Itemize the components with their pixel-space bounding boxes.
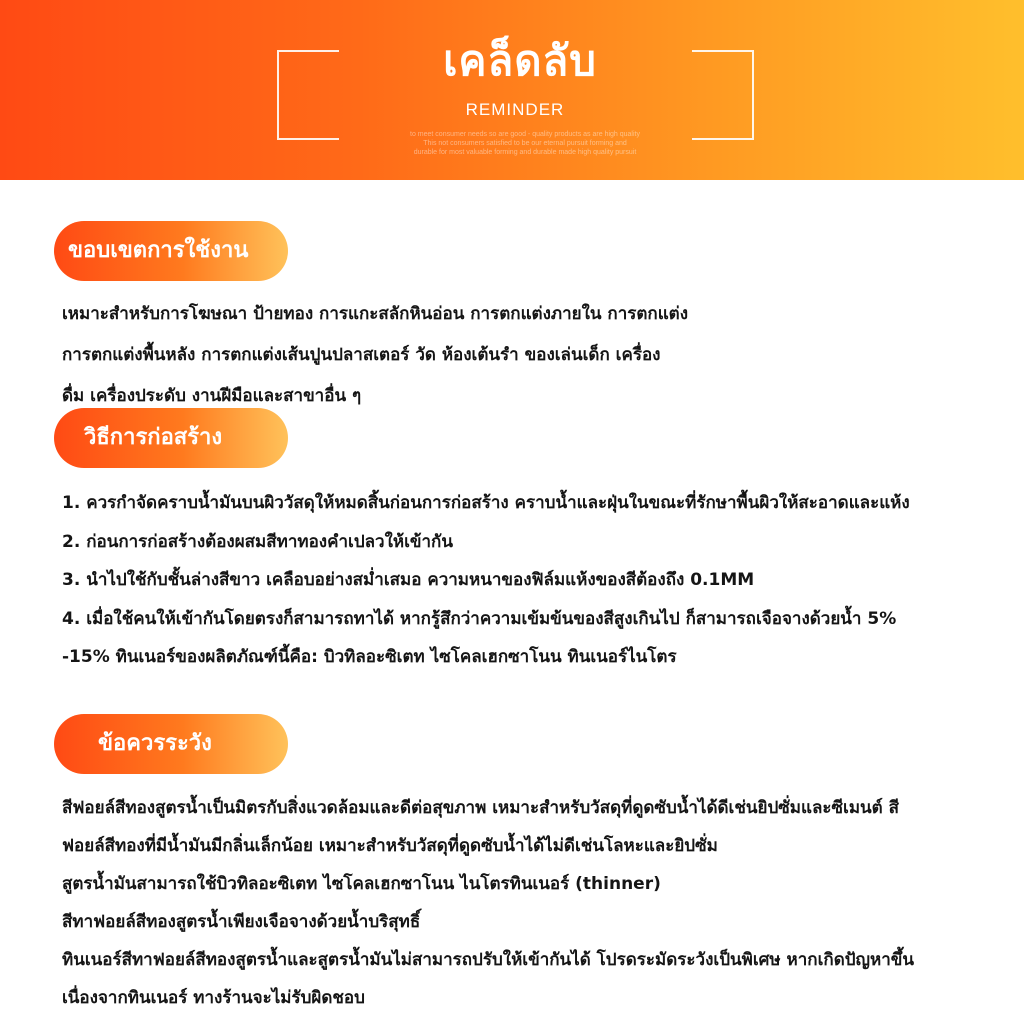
section-heading-method: วิธีการก่อสร้าง [54, 408, 288, 468]
banner-faint-line: durable for most valuable forming and durable made high quality pursuit [413, 149, 637, 156]
method-step: 2. ก่อนการก่อสร้างต้องผสมสีทาทองคำเปลวให้เข้ากัน [62, 531, 453, 552]
caution-text [62, 789, 914, 1017]
scope-text [62, 294, 688, 417]
method-step: 4. เมื่อใช้คนให้เข้ากันโดยตรงก็สามารถทาได้ หากรู้สึกว่าความเข้มข้นของสีสูงเกินไป ก็สามารถเจือจางด้วยน้ำ 5% [62, 608, 897, 629]
scope-line: เหมาะสำหรับการโฆษณา ป้ายทอง การแกะสลักหินอ่อน การตกแต่งภายใน การตกแต่ง [62, 304, 689, 324]
caution-line: สีฟอยล์สีทองสูตรน้ำเป็นมิตรกับสิ่งแวดล้อมและดีต่อสุขภาพ เหมาะสำหรับวัสดุที่ดูดซับน้ำได้ดีเช่นยิปซั่มและซีเมนต์ สี [62, 798, 900, 818]
caution-line: สีทาฟอยล์สีทองสูตรน้ำเพียงเจือจางด้วยน้ำบริสุทธิ์ [62, 912, 421, 932]
method-text [62, 484, 910, 677]
section-heading-caution: ข้อควรระวัง [54, 714, 288, 774]
caution-line: เนื่องจากทินเนอร์ ทางร้านจะไม่รับผิดชอบ [62, 988, 365, 1008]
scope-line: ดื่ม เครื่องประดับ งานฝีมือและสาขาอื่น ๆ [62, 386, 362, 406]
banner-faint-text [360, 130, 690, 160]
caution-line: สูตรน้ำมันสามารถใช้บิวทิลอะซิเตท ไซโคลเฮกซาโนน ไนโตรทินเนอร์ (thinner) [62, 874, 661, 894]
banner-subtitle: REMINDER [465, 100, 565, 119]
section-heading-scope: ขอบเขตการใช้งาน [54, 221, 288, 281]
caution-line: ทินเนอร์สีทาฟอยล์สีทองสูตรน้ำและสูตรน้ำมันไม่สามารถปรับให้เข้ากันได้ โปรดระมัดระวังเป็นพิเศษ หากเกิดปัญหาขึ้น [62, 950, 915, 970]
method-step: 3. นำไปใช้กับชั้นล่างสีขาว เคลือบอย่างสม่ำเสมอ ความหนาของฟิล์มแห้งของสีต้องถึง 0.1MM [62, 570, 755, 590]
banner-title: เคล็ดลับ [443, 36, 597, 85]
scope-line: การตกแต่งพื้นหลัง การตกแต่งเส้นปูนปลาสเตอร์ วัด ห้องเต้นรำ ของเล่นเด็ก เครื่อง [62, 345, 661, 365]
banner-faint-line: This not consumers satisfied to be our eternal pursuit forming and [423, 140, 627, 147]
header-banner [0, 0, 1024, 180]
method-step: 1. ควรกำจัดคราบน้ำมันบนผิววัสดุให้หมดสิ้นก่อนการก่อสร้าง คราบน้ำและฝุ่นในขณะที่รักษาพื้นผิวให้สะอาดและแห้ง [62, 493, 910, 513]
banner-faint-line: to meet consumer needs so are good - quality products as are high quality [410, 131, 640, 138]
method-step: -15% ทินเนอร์ของผลิตภัณฑ์นี้คือ: บิวทิลอะซิเตท ไซโคลเฮกซาโนน ทินเนอร์ไนโตร [62, 647, 677, 667]
caution-line: ฟอยล์สีทองที่มีน้ำมันมีกลิ่นเล็กน้อย เหมาะสำหรับวัสดุที่ดูดซับน้ำได้ไม่ดีเช่นโลหะและยิปซั่ม [62, 836, 718, 856]
